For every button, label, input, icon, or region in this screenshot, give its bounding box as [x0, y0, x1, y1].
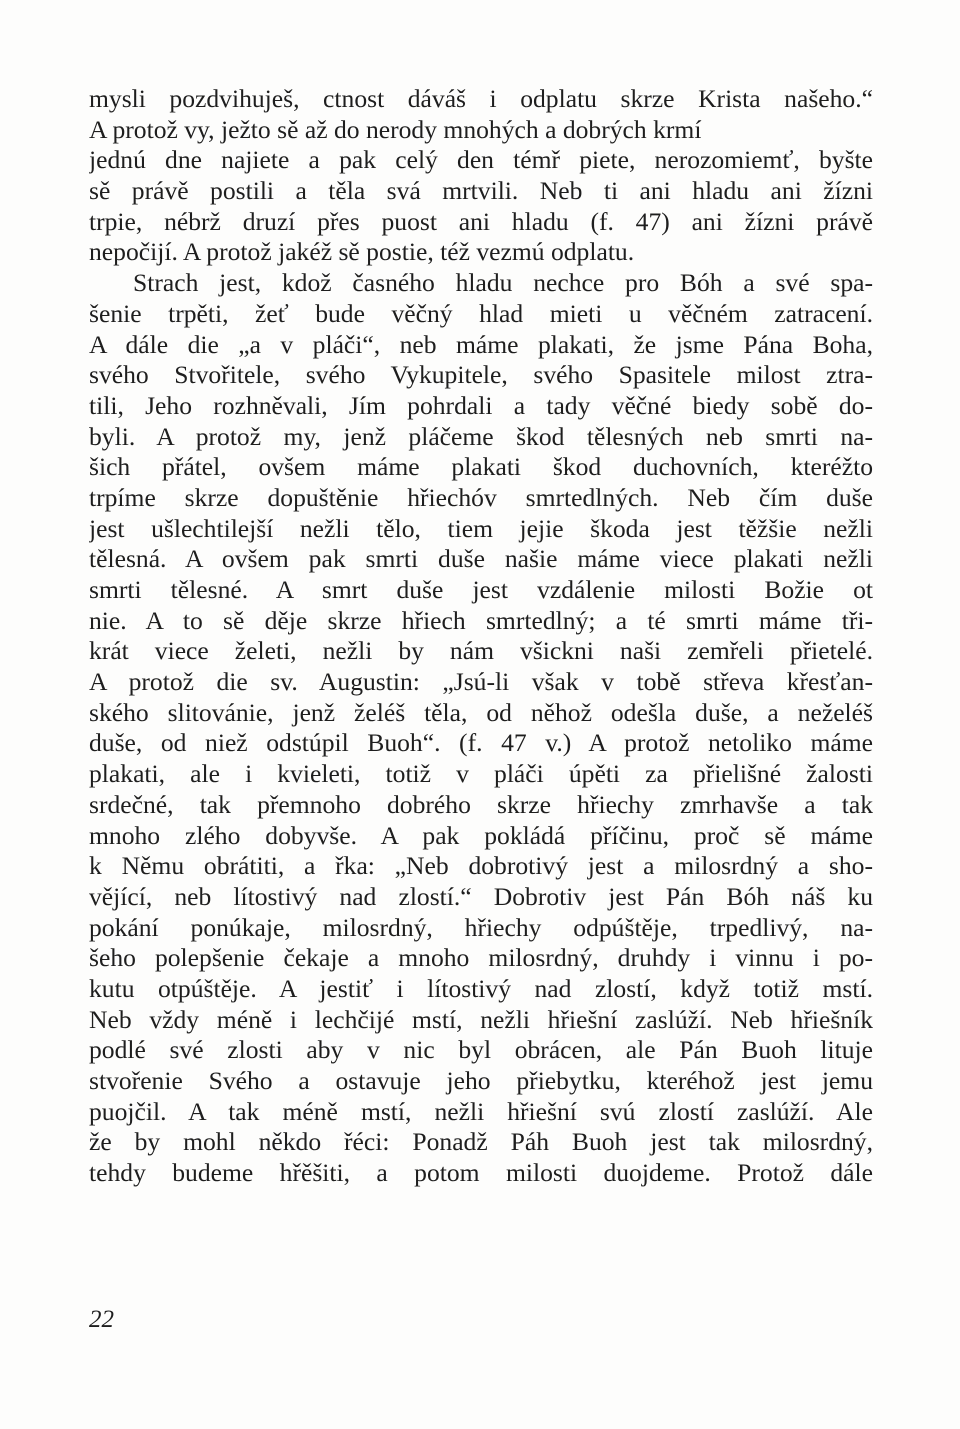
page-number: 22	[89, 1306, 114, 1333]
text-line: šeho polepšenie čekaje a mnoho milosrdný, druhdy i vinnu i po-	[89, 943, 873, 973]
text-line: nie. A to sě děje skrze hřiech smrtedlný; a té smrti máme tři-	[89, 605, 873, 635]
text-line: jednú dne najiete a pak celý den témř piete, nerozomiemť, byšte	[89, 145, 873, 175]
text-line: tili, Jeho rozhněvali, Jím pohrdali a tady věčné biedy sobě do-	[89, 390, 873, 420]
text-line: kutu otpúštěje. A jestiť i lítostivý nad zlostí, když totiž mstí.	[89, 973, 873, 1003]
text-line: plakati, ale i kvieleti, totiž v pláči úpěti za přielišné žalosti	[89, 759, 873, 789]
text-line: A protož die sv. Augustin: „Jsú-li však v tobě střeva křesťan-	[89, 667, 873, 697]
text-line: šich přátel, ovšem máme plakati škod duchovních, kteréžto	[89, 452, 873, 482]
text-line: ského slitovánie, jenž želéš těla, od něhož odešla duše, a neželéš	[89, 697, 873, 727]
text-line: Neb vždy méně i lechčijé mstí, nežli hřiešní zaslúží. Neb hřiešník	[89, 1004, 873, 1034]
text-line: že by mohl někdo řéci: Ponadž Páh Buoh jest tak milosrdný,	[89, 1127, 873, 1157]
text-line: svého Stvořitele, svého Vykupitele, svého Spasitele milost ztra-	[89, 360, 873, 390]
text-line: puojčil. A tak méně mstí, nežli hřiešní svú zlostí zaslúží. Ale	[89, 1096, 873, 1126]
text-line: jest ušlechtilejší nežli tělo, tiem jejie škoda jest těžšie nežli	[89, 513, 873, 543]
text-line: nepočijí. A protož jakéž sě postie, též vezmú odplatu.	[89, 237, 635, 267]
text-line: mysli pozdvihuješ, ctnost dáváš i odplatu skrze Krista našeho.“	[89, 84, 873, 113]
text-line: A protož vy, ježto sě až do nerody mnohých a dobrých krmí	[89, 114, 702, 144]
text-line: trpíme skrze dopuštěnie hřiechóv smrtedlných. Neb čím duše	[89, 482, 873, 512]
text-line: k Němu obrátiti, a řka: „Neb dobrotivý jest a milosrdný a sho-	[89, 851, 873, 881]
text-line: A dále die „a v pláči“, neb máme plakati, že jsme Pána Boha,	[89, 329, 873, 359]
text-line: podlé své zlosti aby v nic byl obrácen, ale Pán Buoh lituje	[89, 1035, 873, 1065]
body-text	[89, 84, 873, 1189]
text-line: stvořenie Svého a ostavuje jeho přiebytku, kteréhož jest jemu	[89, 1066, 873, 1095]
text-line: pokání ponúkaje, milosrdný, hřiechy odpúštěje, trpedlivý, na-	[89, 912, 873, 942]
text-line: srdečné, tak přemnoho dobrého skrze hřiechy zmrhavše a tak	[89, 789, 873, 819]
text-line: duše, od niež odstúpil Buoh“. (f. 47 v.) A protož netoliko máme	[89, 728, 873, 758]
text-line: mnoho zlého dobyvše. A pak pokládá příčinu, proč sě máme	[89, 820, 873, 850]
text-line: šenie trpěti, žeť bude věčný hlad mieti u věčném zatracení.	[89, 298, 873, 328]
text-line: tělesná. A ovšem pak smrti duše našie máme viece plakati nežli	[89, 544, 873, 574]
text-line: byli. A protož my, jenž pláčeme škod tělesných neb smrti na-	[89, 421, 873, 451]
text-line: Strach jest, kdož časného hladu nechce pro Bóh a své spa-	[133, 268, 873, 298]
text-line: sě právě postili a těla svá mrtvili. Neb ti ani hladu ani žízni	[89, 176, 873, 206]
text-line: smrti tělesné. A smrt duše jest vzdálenie milosti Božie ot	[89, 575, 873, 604]
text-line: vějící, neb lítostivý nad zlostí.“ Dobrotiv jest Pán Bóh náš ku	[89, 881, 873, 911]
text-line: krát viece želeti, nežli by nám všickni naši zemřeli přietelé.	[89, 636, 873, 666]
text-line: tehdy budeme hřěšiti, a potom milosti duojdeme. Protož dále	[89, 1158, 873, 1188]
text-line: trpie, nébrž druzí přes puost ani hladu (f. 47) ani žízni právě	[89, 206, 873, 236]
